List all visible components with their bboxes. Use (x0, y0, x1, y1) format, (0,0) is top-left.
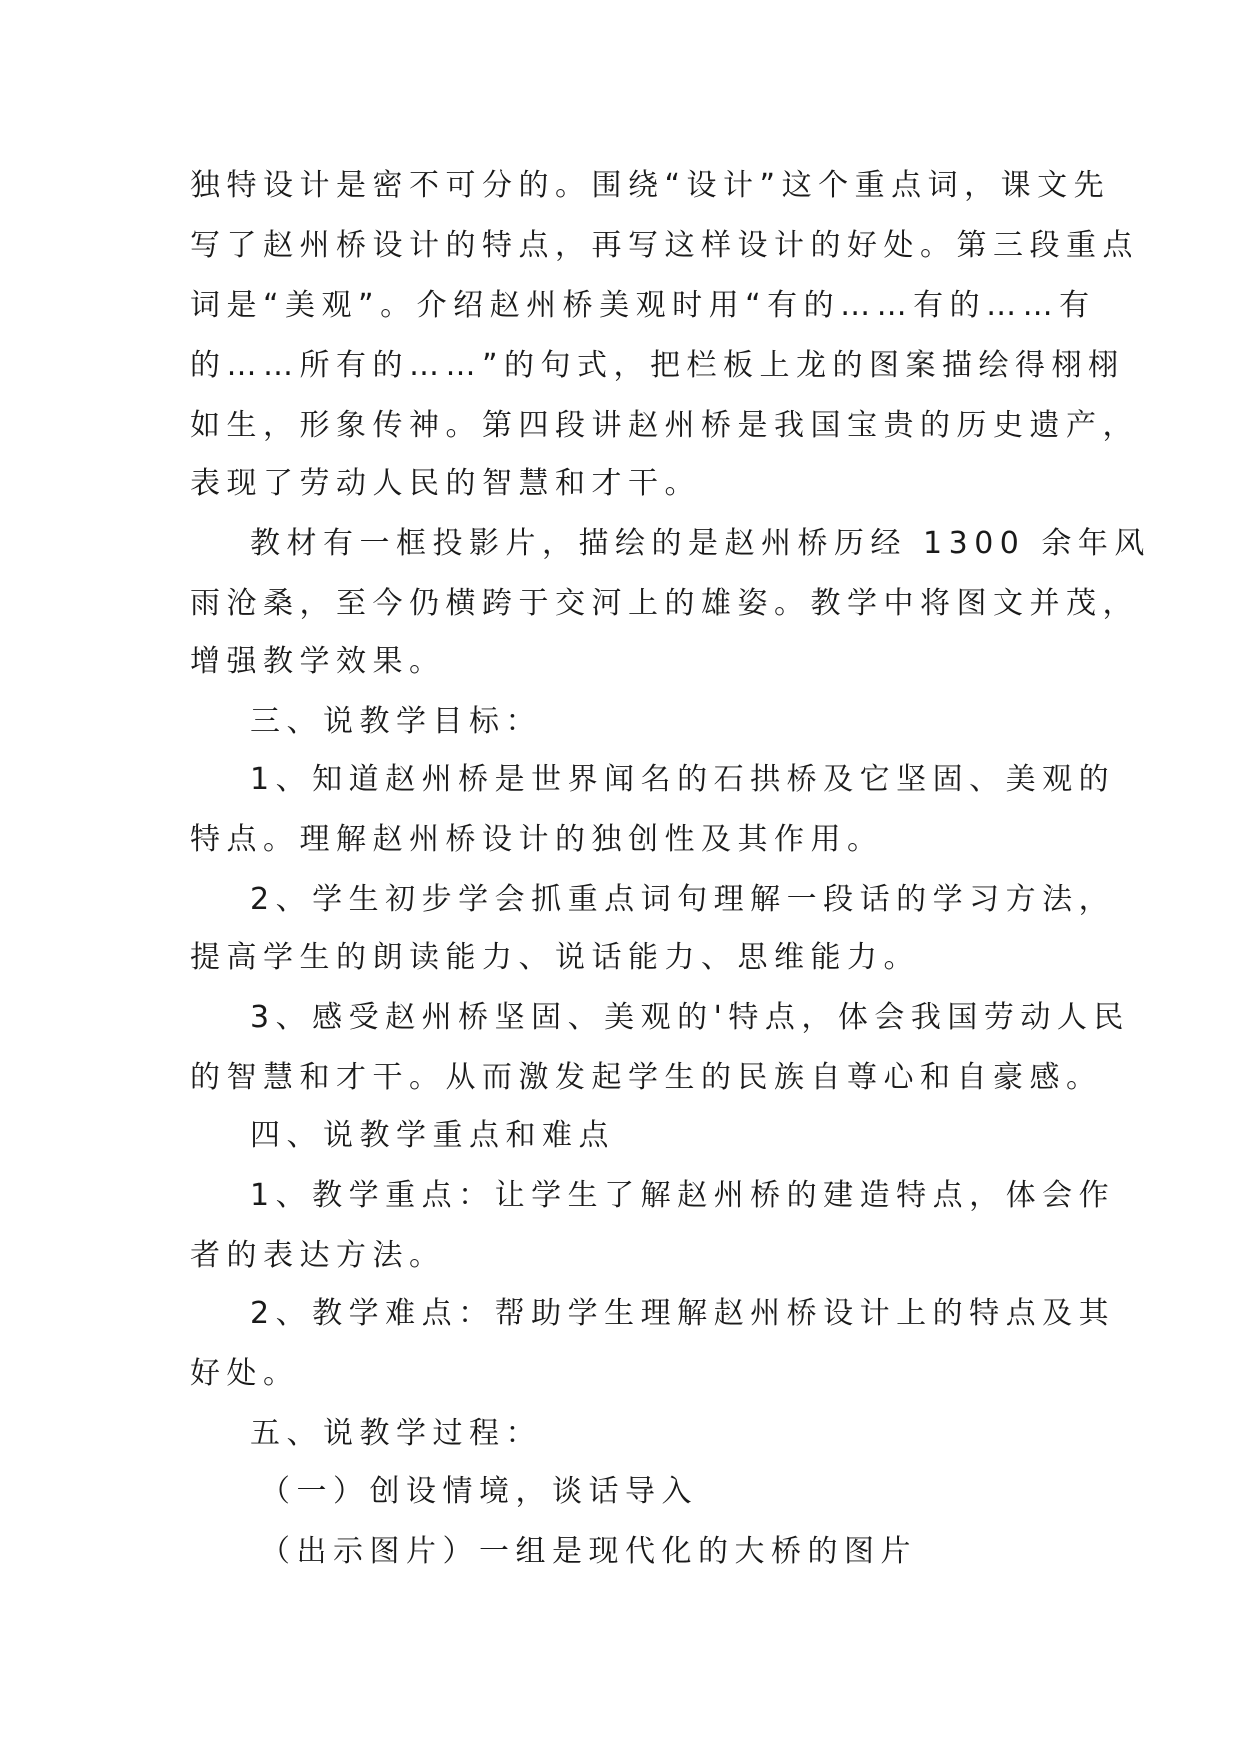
text-line: 写了赵州桥设计的特点，再写这样设计的好处。第三段重点 (190, 228, 1139, 263)
section-heading: 五、说教学过程： (250, 1416, 542, 1451)
text-line: 提高学生的朗读能力、说话能力、思维能力。 (190, 940, 920, 975)
text-line: 雨沧桑，至今仍横跨于交河上的雄姿。教学中将图文并茂， (190, 586, 1139, 621)
text-line: 2、教学难点：帮助学生理解赵州桥设计上的特点及其 (250, 1296, 1116, 1331)
section-heading: 四、说教学重点和难点 (250, 1118, 615, 1153)
text-line: 1、知道赵州桥是世界闻名的石拱桥及它坚固、美观的 (250, 762, 1116, 797)
section-heading: 三、说教学目标： (250, 704, 542, 739)
text-line: 3、感受赵州桥坚固、美观的'特点，体会我国劳动人民 (250, 1000, 1130, 1035)
text-line: 教材有一框投影片，描绘的是赵州桥历经 1300 余年风 (250, 526, 1151, 561)
text-line: 独特设计是密不可分的。围绕“设计”这个重点词，课文先 (190, 168, 1111, 203)
text-line: 者的表达方法。 (190, 1238, 446, 1273)
subsection-heading: （一）创设情境，谈话导入 (260, 1474, 698, 1509)
text-line: 的……所有的……”的句式，把栏板上龙的图案描绘得栩栩 (190, 348, 1125, 383)
text-line: 2、学生初步学会抓重点词句理解一段话的学习方法， (250, 882, 1116, 917)
text-line: 如生，形象传神。第四段讲赵州桥是我国宝贵的历史遗产， (190, 408, 1139, 443)
text-line: 的智慧和才干。从而激发起学生的民族自尊心和自豪感。 (190, 1060, 1103, 1095)
text-line: 增强教学效果。 (190, 644, 446, 679)
text-line: 1、教学重点：让学生了解赵州桥的建造特点，体会作 (250, 1178, 1116, 1213)
text-line: （出示图片）一组是现代化的大桥的图片 (260, 1534, 917, 1569)
text-line: 表现了劳动人民的智慧和才干。 (190, 466, 701, 501)
text-line: 好处。 (190, 1356, 300, 1391)
text-line: 特点。理解赵州桥设计的独创性及其作用。 (190, 822, 884, 857)
text-line: 词是“美观”。介绍赵州桥美观时用“有的……有的……有 (190, 288, 1096, 323)
